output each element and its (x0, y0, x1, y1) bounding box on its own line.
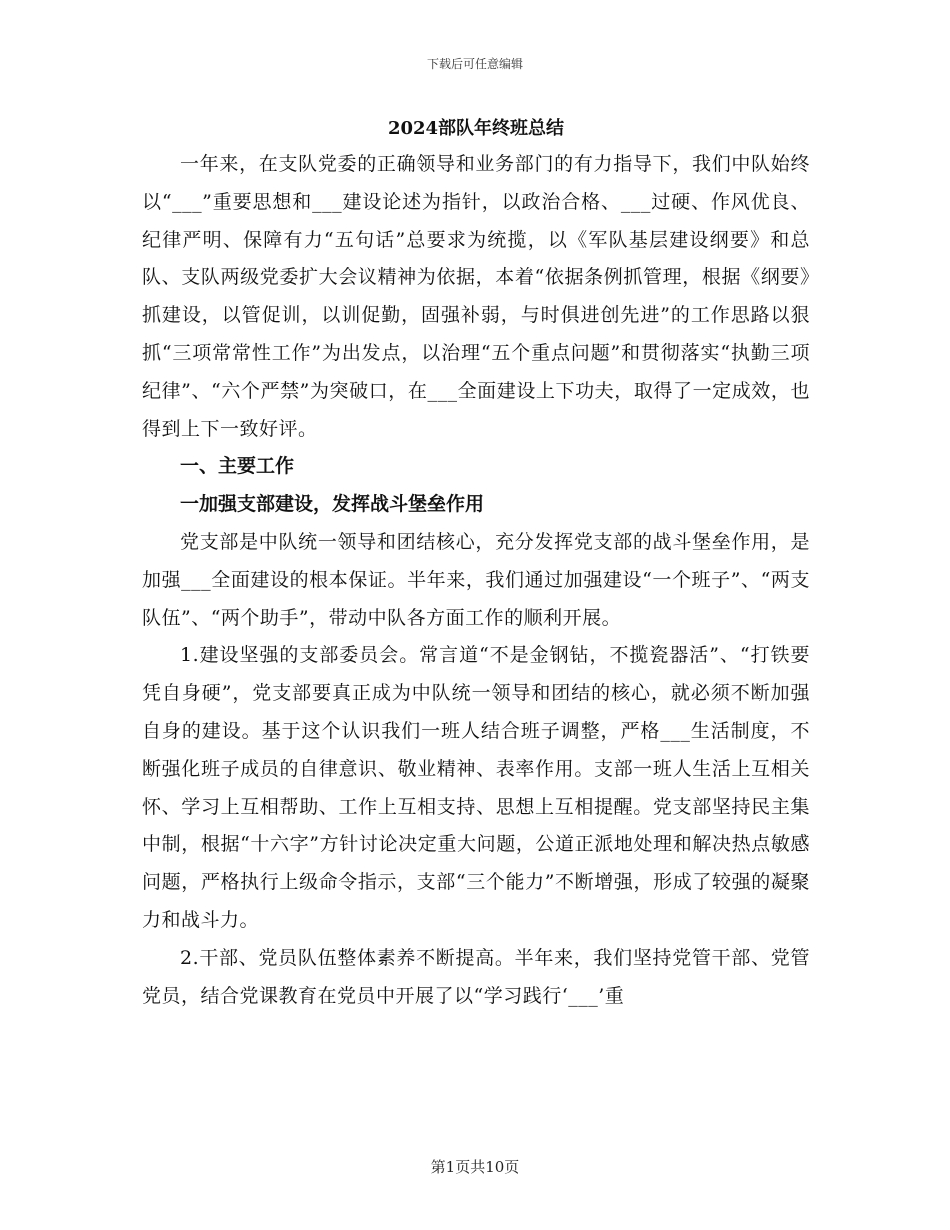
document-title: 2024部队年终班总结 (387, 118, 565, 139)
page-header-note: 下载后可任意编辑 (426, 57, 523, 71)
subsection-heading: 一加强支部建设，发挥战斗堡垒作用 (180, 493, 485, 516)
body-paragraph-1: 党支部是中队统一领导和团结核心，充分发挥党支部的战斗堡垒作用，是加强___全面建设的根本保证。半年来，我们通过加强建设“一个班子”、“两支队伍”、“两个助手”，带动中队各方面工作的顺利开展。 (142, 530, 810, 629)
page-number-footer: 第1页共10页 (430, 1158, 520, 1176)
intro-paragraph: 一年来，在支队党委的正确领导和业务部门的有力指导下，我们中队始终以“___”重要思想和___建设论述为指针，以政治合格、___过硬、作风优良、纪律严明、保障有力“五句话”总要求为统揽，以《军队基层建设纲要》和总队、支队两级党委扩大会议精神为依据，本着“依据条例抓管理，根据《纲要》抓建设，以管促训，以训促勤，固强补弱，与时俱进创先进”的工作思路以狠抓“三项常常性工作”为出发点，以治理“五个重点问题”和贯彻落实“执勤三项纪律”、“六个严禁”为突破口，在___全面建设上下功夫，取得了一定成效，也得到上下一致好评。 (142, 153, 810, 440)
section-heading: 一、主要工作 (180, 455, 295, 478)
body-paragraph-2: 1.建设坚强的支部委员会。常言道“不是金钢钻，不揽瓷器活”、“打铁要凭自身硬”，党支部要真正成为中队统一领导和团结的核心，就必须不断加强自身的建设。基于这个认识我们一班人结合班子调整，严格___生活制度，不断强化班子成员的自律意识、敬业精神、表率作用。支部一班人生活上互相关怀、学习上互相帮助、工作上互相支持、思想上互相提醒。党支部坚持民主集中制，根据“十六字”方针讨论决定重大问题，公道正派地处理和解决热点敏感问题，严格执行上级命令指示，支部“三个能力”不断增强，形成了较强的凝聚力和战斗力。 (142, 644, 810, 931)
document-body (142, 114, 810, 1015)
body-paragraph-3: 2.干部、党员队伍整体素养不断提高。半年来，我们坚持党管干部、党管党员，结合党课教育在党员中开展了以“学习践行‘___’重 (142, 946, 810, 1007)
